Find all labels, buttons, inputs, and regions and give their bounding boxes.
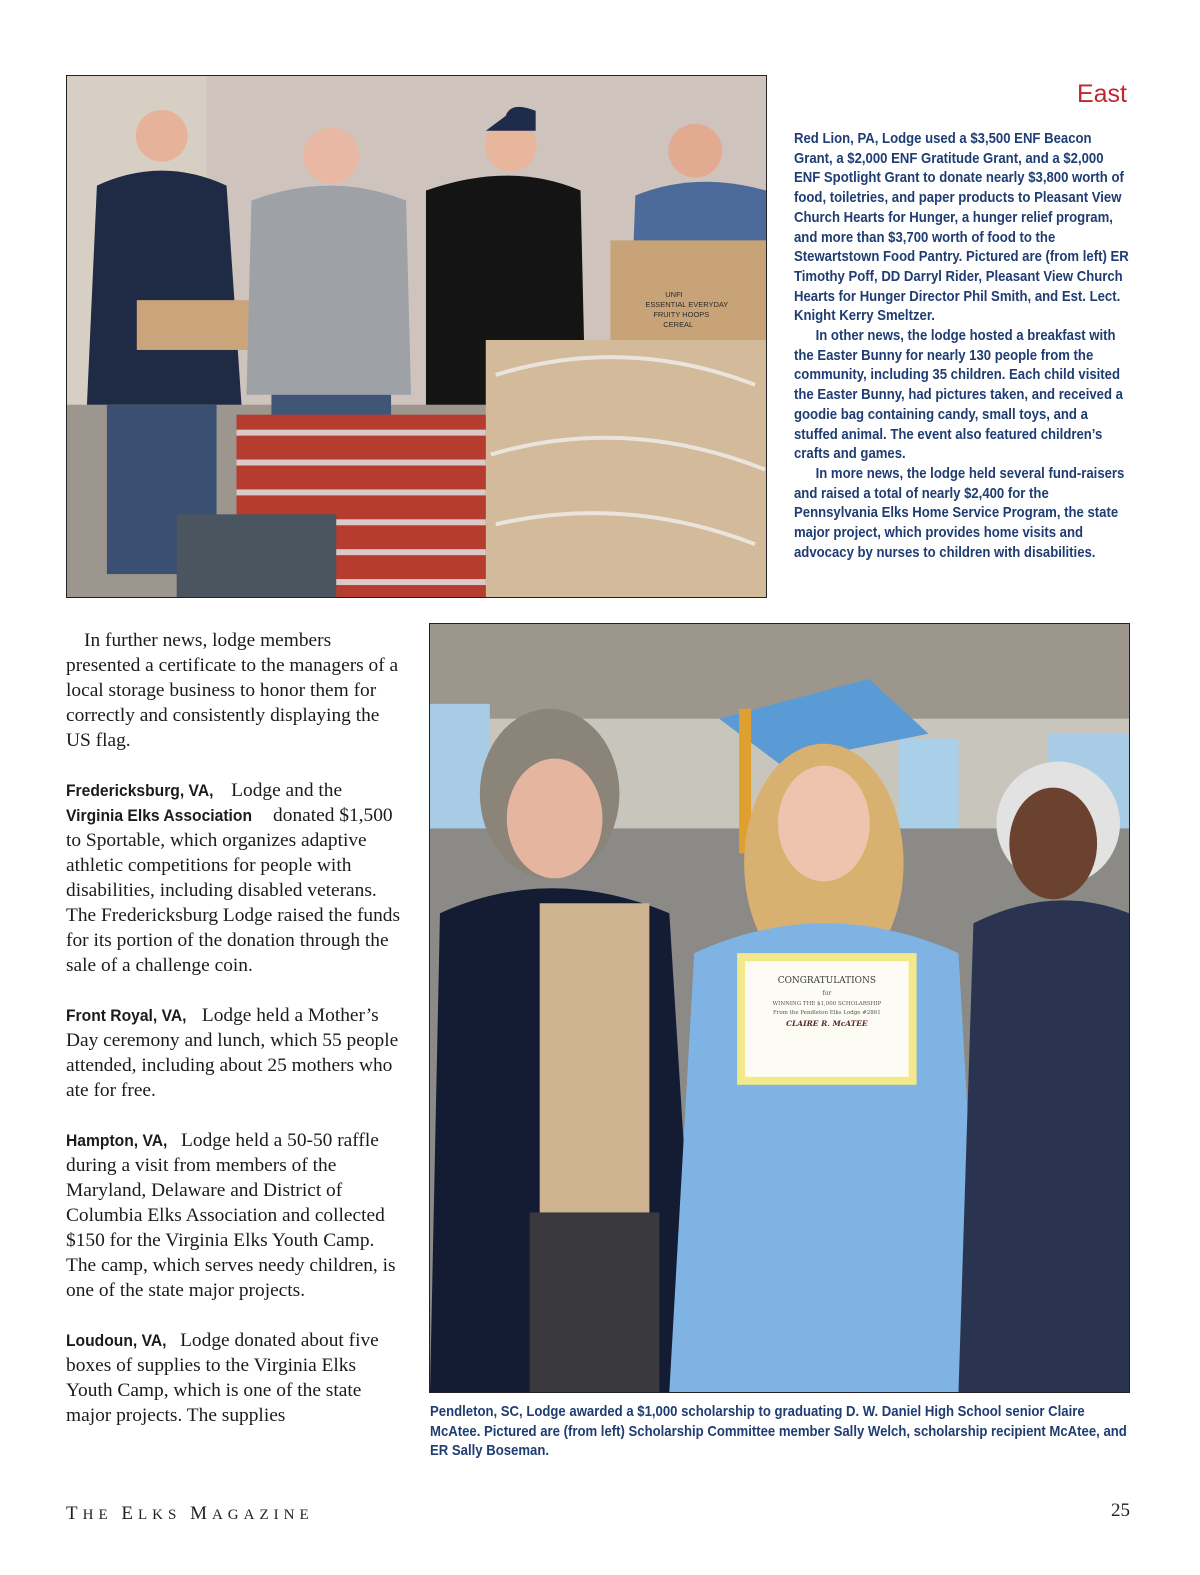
cert-title: CONGRATULATIONS <box>777 976 877 987</box>
paragraph-fredericksburg <box>66 778 406 978</box>
location-pendleton: Pendleton, SC, <box>430 1404 523 1420</box>
paragraph-further-news: In further news, lodge members presented a certificate to the managers of a local storage business to honor them for correctly and consistently displaying the US flag. <box>66 630 399 751</box>
location-loudoun: Loudoun, VA, <box>66 1331 167 1350</box>
fredericksburg-text: donated $1,500 to Sportable, which organizes adaptive athletic competitions for people with disabilities, including disabled veterans. The Fredericksburg Lodge raised the funds for its portion of the donation through the sale of a challenge coin. <box>66 805 401 976</box>
title-letter-e: E <box>121 1503 138 1524</box>
box-label-3: FRUITY HOOPS <box>653 310 710 320</box>
location-red-lion: Red Lion, PA, <box>794 131 879 147</box>
graduation-photo-illustration <box>430 624 1129 1392</box>
title-letter-t: T <box>66 1503 83 1524</box>
paragraph-hampton <box>66 1128 406 1303</box>
loudoun-text: Lodge donated about five boxes of supplies to the Virginia Elks Youth Camp, which is one of the state major projects. The supplies <box>66 1330 379 1426</box>
caption-red-lion-text-1: Lodge used a $3,500 ENF Beacon Grant, a $2,000 ENF Gratitude Grant, and a $2,000 ENF Spotlight Grant to donate nearly $3,800 worth of food, toiletries, and paper products to Pleasant View Church Hearts for Hunger, a hunger relief program, and more than $3,700 worth of food to the Stewartstown Food Pantry. Pictured are (from left) ER Timothy Poff, DD Darryl Rider, Pleasant View Church Hearts for Hunger Director Phil Smith, and Est. Lect. Knight Kerry Smeltzer. <box>794 131 1129 325</box>
paragraph-front-royal <box>66 1003 406 1103</box>
box-label-1: UNFI <box>665 290 683 300</box>
donation-photo <box>66 75 767 598</box>
location-front-royal: Front Royal, VA, <box>66 1006 187 1025</box>
section-tag: East <box>1076 80 1127 108</box>
cert-line2: WINNING THE $1,000 SCHOLARSHIP <box>772 1001 882 1008</box>
cert-line1: for <box>822 990 832 998</box>
caption-red-lion-p1 <box>794 130 1129 327</box>
paragraph-loudoun <box>66 1328 406 1428</box>
fredericksburg-mid: Lodge and the <box>231 780 343 801</box>
graduation-photo <box>429 623 1130 1393</box>
cert-line3: From the Pendleton Elks Lodge #2861 <box>772 1009 881 1016</box>
caption-red-lion-p2: In other news, the lodge hosted a breakfast with the Easter Bunny for nearly 130 people from the community, including 35 children. Each child visited the Easter Bunny, had pictures taken, and received a goodie bag containing candy, small toys, and a stuffed animal. The event also featured children’s crafts and games. <box>794 328 1123 463</box>
box-label-2: ESSENTIAL EVERYDAY <box>645 300 729 310</box>
page-number: 25 <box>1111 1500 1130 1521</box>
title-letter-m: M <box>190 1503 212 1524</box>
donation-photo-illustration <box>67 76 766 597</box>
cert-name: CLAIRE R. McATEE <box>786 1018 868 1028</box>
article-column <box>66 628 406 1453</box>
caption-pendleton-text: Lodge awarded a $1,000 scholarship to graduating D. W. Daniel High School senior Claire McAtee. Pictured are (from left) Scholarship Committee member Sally Welch, scholarship recipient McAtee, and ER Sally Boseman. <box>430 1404 1127 1460</box>
caption-red-lion <box>794 130 1129 563</box>
title-part-agazine: AGAZINE <box>211 1507 314 1523</box>
title-part-lks: LKS <box>137 1507 191 1523</box>
org-virginia-elks: Virginia Elks Association <box>66 806 253 825</box>
front-royal-text: Lodge held a Mother’s Day ceremony and lunch, which 55 people attended, including about 25 mothers who ate for free. <box>66 1005 399 1101</box>
title-part-he: HE <box>82 1507 122 1523</box>
magazine-title <box>66 1503 314 1525</box>
location-fredericksburg: Fredericksburg, VA, <box>66 781 214 800</box>
caption-pendleton <box>430 1403 1132 1462</box>
caption-red-lion-p3: In more news, the lodge held several fund-raisers and raised a total of nearly $2,400 for the Pennsylvania Elks Home Service Program, the state major project, which provides home visits and advocacy by nurses to children with disabilities. <box>794 465 1125 561</box>
location-hampton: Hampton, VA, <box>66 1131 168 1150</box>
caption-pendleton-p <box>430 1403 1132 1462</box>
box-label-4: CEREAL <box>663 320 694 330</box>
hampton-text: Lodge held a 50-50 raffle during a visit from members of the Maryland, Delaware and District of Columbia Elks Association and collected $150 for the Virginia Elks Youth Camp. The camp, which serves needy children, is one of the state major projects. <box>66 1130 396 1301</box>
